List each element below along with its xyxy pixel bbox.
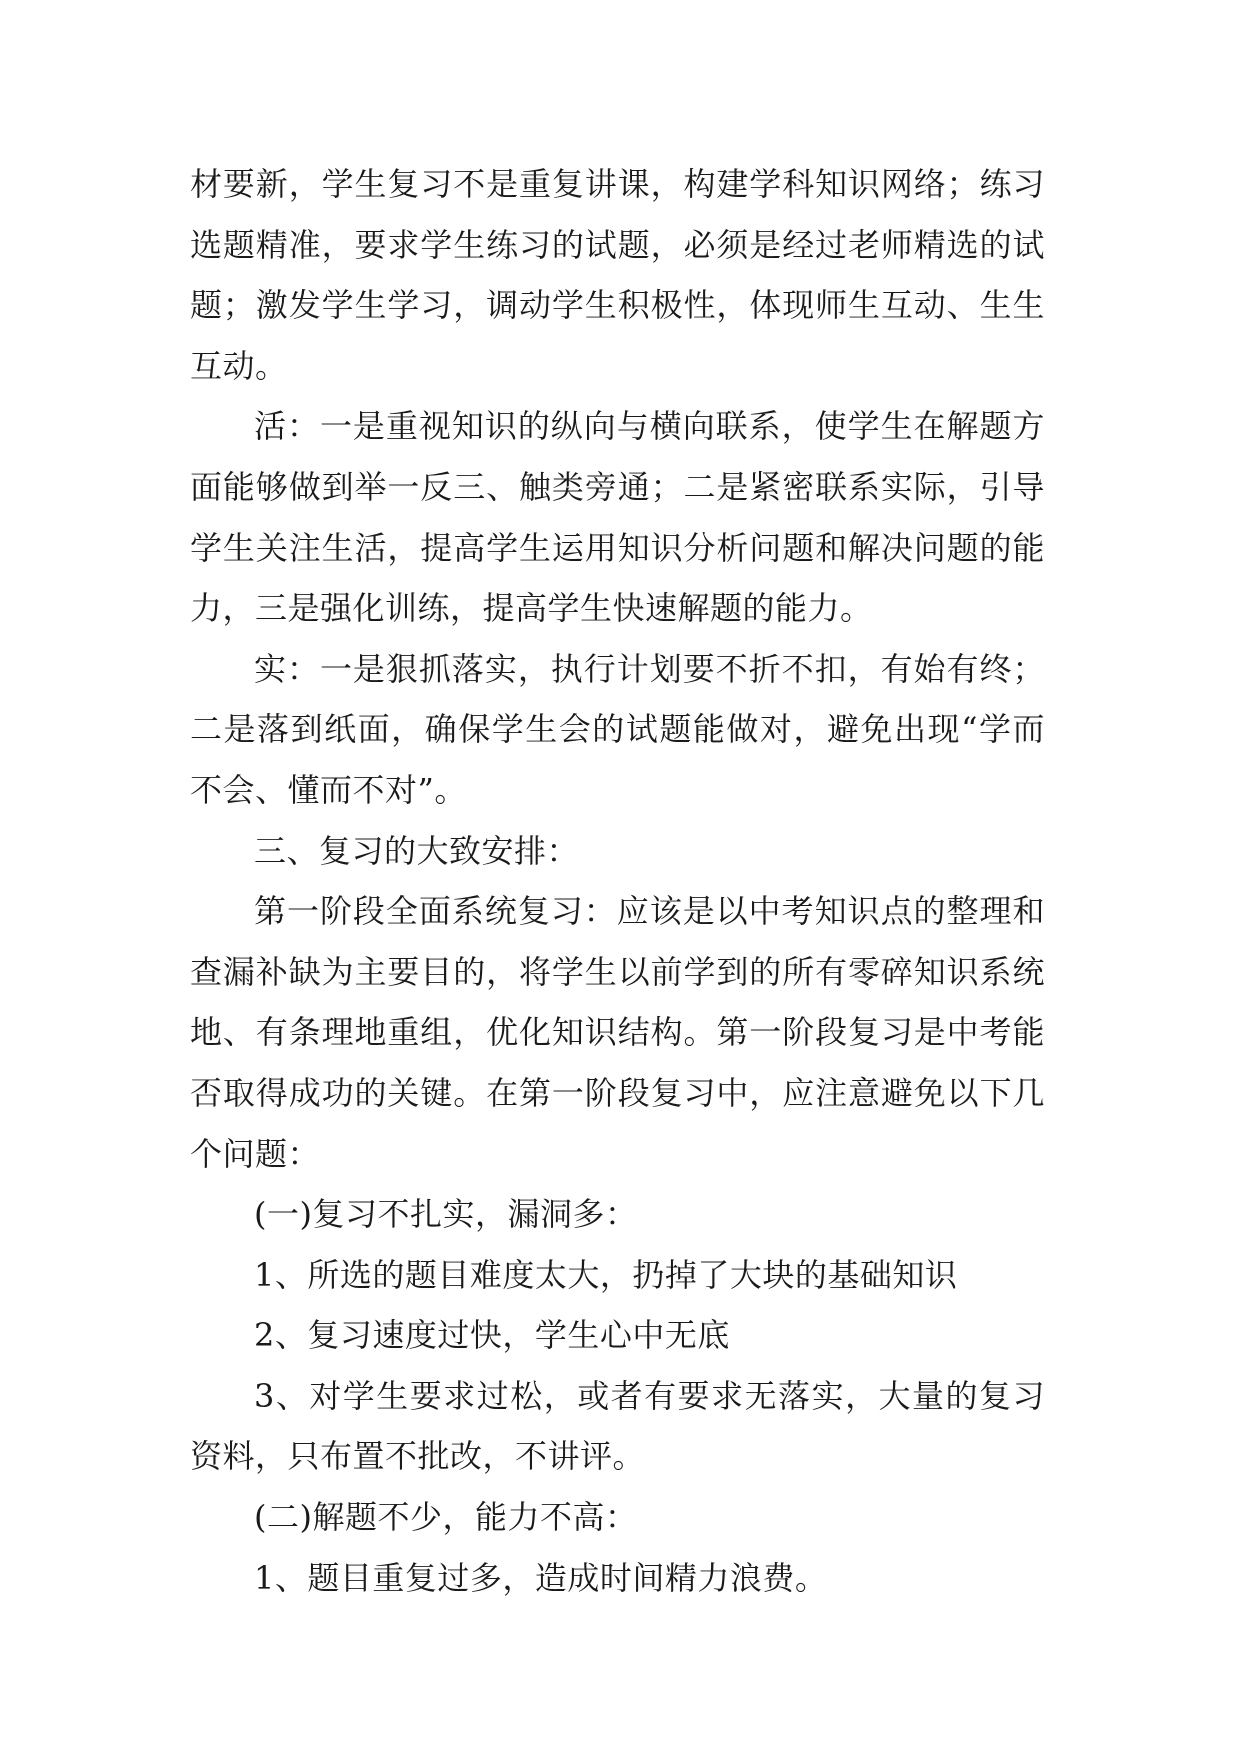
list-item-1: 1、所选的题目难度太大，扔掉了大块的基础知识 [254, 1255, 958, 1294]
paragraph-shi: 实：一是狠抓落实，执行计划要不折不扣，有始有终；二是落到纸面，确保学生会的试题能做对，避免出现“学而不会、懂而不对”。 [190, 649, 1045, 809]
document-body [190, 154, 1045, 1608]
list-item-1-second: 1、题目重复过多，造成时间精力浪费。 [254, 1558, 828, 1597]
section-heading-review-schedule: 三、复习的大致安排： [254, 831, 580, 870]
subheading-problem-one: (一)复习不扎实，漏洞多： [254, 1195, 638, 1234]
list-item-2: 2、复习速度过快，学生心中无底 [254, 1316, 730, 1355]
list-item-3: 3、对学生要求过松，或者有要求无落实，大量的复习资料，只布置不批改，不讲评。 [190, 1376, 1045, 1476]
paragraph-continued-requirements: 材要新，学生复习不是重复讲课，构建学科知识网络；练习选题精准，要求学生练习的试题，必须是经过老师精选的试题；激发学生学习，调动学生积极性，体现师生互动、生生互动。 [190, 165, 1045, 385]
paragraph-huo: 活：一是重视知识的纵向与横向联系，使学生在解题方面能够做到举一反三、触类旁通；二是紧密联系实际，引导学生关注生活，提高学生运用知识分析问题和解决问题的能力，三是强化训练，提高学生快速解题的能力。 [190, 407, 1045, 628]
subheading-problem-two: (二)解题不少，能力不高： [254, 1498, 638, 1537]
paragraph-stage-one: 第一阶段全面系统复习：应该是以中考知识点的整理和查漏补缺为主要目的，将学生以前学到的所有零碎知识系统地、有条理地重组，优化知识结构。第一阶段复习是中考能否取得成功的关键。在第一阶段复习中，应注意避免以下几个问题： [190, 892, 1045, 1173]
